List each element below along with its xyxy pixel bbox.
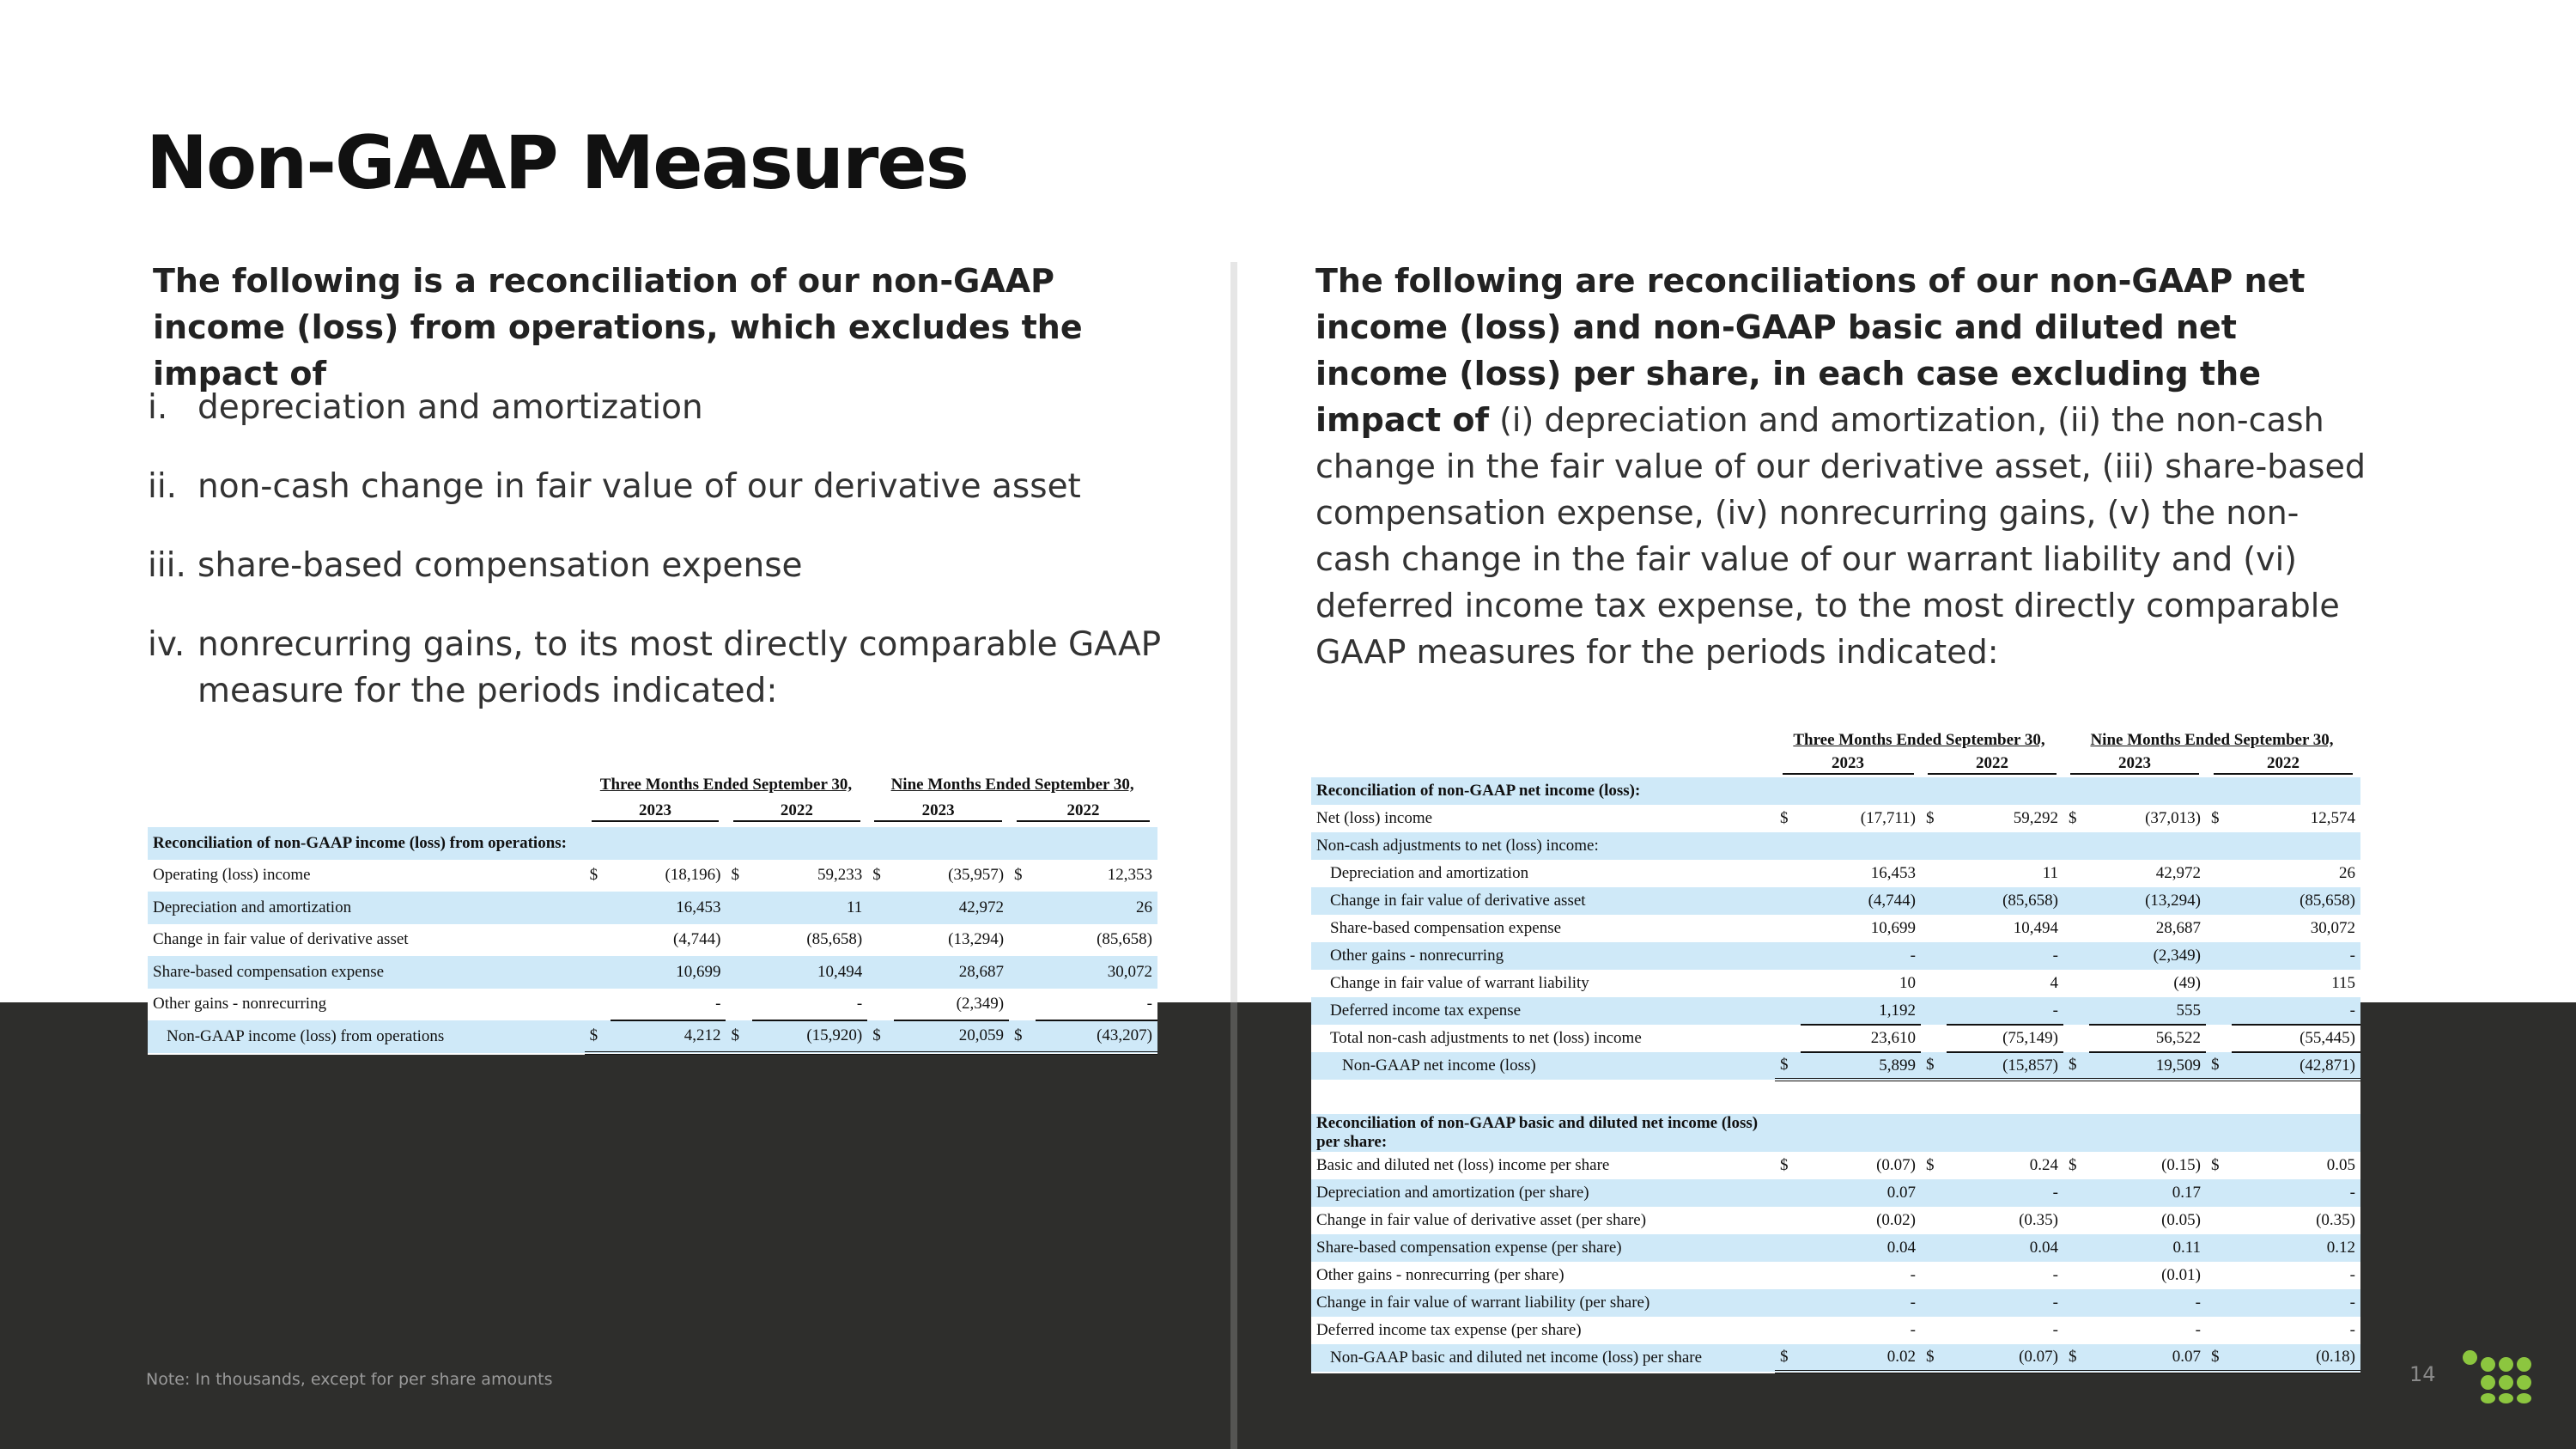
value-cell: 0.07 bbox=[2089, 1344, 2206, 1372]
currency-symbol: $ bbox=[589, 866, 598, 885]
value-cell: (4,744) bbox=[1801, 887, 1921, 915]
value-cell: 12,574 bbox=[2310, 809, 2355, 827]
operations-reconciliation-table bbox=[148, 767, 1157, 1055]
value-cell: (0.07) bbox=[1876, 1156, 1916, 1174]
left-intro-text: The following is a reconciliation of our non-GAAP income (loss) from operations, which excludes the impact of bbox=[153, 262, 1083, 393]
value-cell: 11 bbox=[752, 892, 867, 924]
section-title: Reconciliation of non-GAAP net income (loss): bbox=[1311, 777, 1775, 805]
value-cell: (49) bbox=[2173, 974, 2201, 992]
table-row bbox=[1311, 970, 2360, 997]
year-header: 2023 bbox=[874, 801, 1001, 822]
currency-symbol bbox=[585, 924, 611, 957]
currency-symbol bbox=[1009, 924, 1036, 957]
currency-symbol bbox=[1921, 860, 1947, 887]
value-cell: 20,059 bbox=[894, 1020, 1009, 1053]
currency-symbol bbox=[1775, 1289, 1801, 1317]
value-cell: - bbox=[2232, 942, 2360, 970]
value-cell: - bbox=[1947, 1179, 2063, 1207]
row-label: Non-GAAP basic and diluted net income (loss) per share bbox=[1311, 1344, 1775, 1372]
row-label: Deferred income tax expense bbox=[1311, 997, 1775, 1025]
currency-symbol: $ bbox=[2206, 1052, 2232, 1080]
column-divider-lower bbox=[1230, 1002, 1237, 1449]
currency-symbol bbox=[1775, 970, 1801, 997]
currency-symbol bbox=[1775, 1234, 1801, 1262]
value-cell: 56,522 bbox=[2089, 1025, 2206, 1052]
table-row bbox=[148, 956, 1157, 989]
currency-symbol: $ bbox=[2069, 809, 2077, 827]
table-row bbox=[1311, 1152, 2360, 1179]
row-label: Change in fair value of derivative asset (per share) bbox=[1316, 1211, 1647, 1229]
year-header: 2022 bbox=[733, 801, 860, 822]
value-cell: (2,349) bbox=[894, 989, 1009, 1021]
row-label: Other gains - nonrecurring (per share) bbox=[1316, 1266, 1564, 1284]
currency-symbol bbox=[1009, 956, 1036, 989]
value-cell: (0.15) bbox=[2161, 1156, 2201, 1174]
currency-symbol bbox=[2206, 915, 2232, 942]
company-logo-icon bbox=[2463, 1350, 2531, 1402]
currency-symbol bbox=[1775, 832, 1801, 860]
value-cell: 0.24 bbox=[2029, 1156, 2058, 1174]
table-row bbox=[1311, 1025, 2360, 1052]
currency-symbol bbox=[2063, 1289, 2089, 1317]
currency-symbol bbox=[726, 924, 752, 957]
row-label: Depreciation and amortization bbox=[1330, 864, 1529, 882]
value-cell: - bbox=[2232, 997, 2360, 1025]
value-cell: - bbox=[752, 989, 867, 1021]
table-row bbox=[1311, 1207, 2360, 1234]
value-cell: - bbox=[1910, 1321, 1916, 1339]
value-cell: (43,207) bbox=[1036, 1020, 1157, 1053]
list-item: iv. nonrecurring gains, to its most directly comparable GAAP measure for the periods indicated: bbox=[148, 625, 1162, 710]
year-header: 2022 bbox=[2214, 754, 2353, 775]
value-cell: 30,072 bbox=[1036, 956, 1157, 989]
currency-symbol bbox=[1921, 1289, 1947, 1317]
row-label: Share-based compensation expense bbox=[1330, 919, 1562, 937]
table-row bbox=[148, 892, 1157, 924]
currency-symbol bbox=[726, 989, 752, 1021]
currency-symbol bbox=[726, 892, 752, 924]
value-cell: (4,744) bbox=[673, 930, 721, 949]
value-cell: 5,899 bbox=[1801, 1052, 1921, 1080]
currency-symbol bbox=[2206, 1234, 2232, 1262]
value-cell: 12,353 bbox=[1107, 866, 1152, 885]
currency-symbol: $ bbox=[2063, 1344, 2089, 1372]
currency-symbol bbox=[2206, 887, 2232, 915]
value-cell: (0.35) bbox=[2019, 1211, 2058, 1229]
currency-symbol bbox=[2206, 997, 2232, 1025]
row-label: Depreciation and amortization (per share) bbox=[1311, 1179, 1775, 1207]
value-cell: (2,349) bbox=[2089, 942, 2206, 970]
value-cell: 0.04 bbox=[1947, 1234, 2063, 1262]
currency-symbol: $ bbox=[1921, 1344, 1947, 1372]
currency-symbol bbox=[2206, 1179, 2232, 1207]
value-cell bbox=[2232, 832, 2360, 860]
currency-symbol bbox=[2206, 970, 2232, 997]
value-cell: (15,920) bbox=[752, 1020, 867, 1053]
period-header-three-months: Three Months Ended September 30, bbox=[599, 776, 853, 794]
value-cell: 59,233 bbox=[817, 866, 863, 885]
row-label: Change in fair value of warrant liability (per share) bbox=[1311, 1289, 1775, 1317]
row-label: Depreciation and amortization bbox=[148, 892, 585, 924]
currency-symbol bbox=[1775, 1207, 1801, 1234]
currency-symbol bbox=[2206, 1317, 2232, 1344]
currency-symbol bbox=[867, 956, 894, 989]
currency-symbol bbox=[2063, 915, 2089, 942]
currency-symbol bbox=[2063, 1234, 2089, 1262]
value-cell bbox=[2089, 832, 2206, 860]
currency-symbol bbox=[867, 989, 894, 1021]
currency-symbol: $ bbox=[2211, 809, 2220, 827]
value-cell: 0.12 bbox=[2232, 1234, 2360, 1262]
table-row bbox=[1311, 1317, 2360, 1344]
table-row bbox=[1311, 1234, 2360, 1262]
currency-symbol: $ bbox=[1921, 1052, 1947, 1080]
table-row bbox=[1311, 1052, 2360, 1080]
row-label: Net (loss) income bbox=[1316, 809, 1433, 827]
currency-symbol bbox=[2063, 997, 2089, 1025]
currency-symbol: $ bbox=[1926, 1156, 1935, 1174]
footnote: Note: In thousands, except for per share amounts bbox=[146, 1370, 553, 1389]
value-cell: (85,658) bbox=[1947, 887, 2063, 915]
table-row bbox=[1311, 832, 2360, 860]
value-cell: (35,957) bbox=[948, 866, 1005, 885]
currency-symbol bbox=[1921, 1262, 1947, 1289]
value-cell: 0.17 bbox=[2089, 1179, 2206, 1207]
table-row bbox=[1311, 887, 2360, 915]
value-cell: 10,494 bbox=[2013, 919, 2058, 937]
currency-symbol: $ bbox=[867, 1020, 894, 1053]
currency-symbol bbox=[1009, 989, 1036, 1021]
currency-symbol bbox=[1775, 887, 1801, 915]
currency-symbol: $ bbox=[1775, 1344, 1801, 1372]
value-cell: (0.35) bbox=[2316, 1211, 2355, 1229]
currency-symbol bbox=[1921, 997, 1947, 1025]
value-cell: 30,072 bbox=[2310, 919, 2355, 937]
value-cell: (85,658) bbox=[2232, 887, 2360, 915]
value-cell: - bbox=[2052, 1321, 2058, 1339]
currency-symbol bbox=[867, 892, 894, 924]
table-row bbox=[148, 924, 1157, 957]
currency-symbol bbox=[2206, 1289, 2232, 1317]
row-label: Operating (loss) income bbox=[153, 866, 311, 885]
value-cell: 28,687 bbox=[2155, 919, 2201, 937]
value-cell: 0.02 bbox=[1801, 1344, 1921, 1372]
row-label: Share-based compensation expense bbox=[148, 956, 585, 989]
currency-symbol bbox=[1775, 1179, 1801, 1207]
list-item: iii. share-based compensation expense bbox=[148, 546, 803, 585]
value-cell: 19,509 bbox=[2089, 1052, 2206, 1080]
row-label: Total non-cash adjustments to net (loss) income bbox=[1330, 1029, 1642, 1047]
value-cell: 115 bbox=[2331, 974, 2355, 992]
value-cell: (13,294) bbox=[948, 930, 1005, 949]
table-row bbox=[1311, 997, 2360, 1025]
value-cell: - bbox=[1801, 942, 1921, 970]
value-cell: 0.04 bbox=[1801, 1234, 1921, 1262]
value-cell: 10,699 bbox=[611, 956, 726, 989]
currency-symbol bbox=[2063, 1025, 2089, 1052]
value-cell: (0.07) bbox=[1947, 1344, 2063, 1372]
row-label: Deferred income tax expense (per share) bbox=[1316, 1321, 1582, 1339]
value-cell: 16,453 bbox=[1870, 864, 1916, 882]
currency-symbol bbox=[2063, 942, 2089, 970]
currency-symbol bbox=[2206, 942, 2232, 970]
currency-symbol: $ bbox=[731, 866, 739, 885]
currency-symbol: $ bbox=[2069, 1156, 2077, 1174]
value-cell: (0.18) bbox=[2232, 1344, 2360, 1372]
section-title: Reconciliation of non-GAAP basic and diluted net income (loss) per share: bbox=[1311, 1114, 1775, 1152]
currency-symbol: $ bbox=[1780, 1156, 1789, 1174]
table-section-header bbox=[1311, 777, 2360, 805]
value-cell: 11 bbox=[2042, 864, 2058, 882]
value-cell: (0.02) bbox=[1876, 1211, 1916, 1229]
currency-symbol bbox=[726, 956, 752, 989]
currency-symbol bbox=[1921, 1207, 1947, 1234]
currency-symbol bbox=[1775, 915, 1801, 942]
value-cell: 16,453 bbox=[611, 892, 726, 924]
year-header: 2023 bbox=[1783, 754, 1914, 775]
value-cell: 10,699 bbox=[1870, 919, 1916, 937]
value-cell: 0.11 bbox=[2089, 1234, 2206, 1262]
value-cell: (0.01) bbox=[2161, 1266, 2201, 1284]
table-row bbox=[1311, 805, 2360, 832]
currency-symbol bbox=[1921, 1025, 1947, 1052]
currency-symbol bbox=[2063, 832, 2089, 860]
currency-symbol bbox=[2063, 1207, 2089, 1234]
currency-symbol bbox=[2206, 832, 2232, 860]
currency-symbol bbox=[2063, 970, 2089, 997]
value-cell: - bbox=[1947, 997, 2063, 1025]
value-cell: (75,149) bbox=[1947, 1025, 2063, 1052]
row-label: Other gains - nonrecurring bbox=[1311, 942, 1775, 970]
value-cell: - bbox=[2089, 1289, 2206, 1317]
currency-symbol bbox=[1921, 832, 1947, 860]
currency-symbol: $ bbox=[2206, 1344, 2232, 1372]
right-intro-text: The following are reconciliations of our non-GAAP net income (loss) and non-GAAP basic and diluted net income (loss) per share, in each case excluding the impact of (i) depreciation and amortization, (ii) the non-cash change in the fair value of our derivative asset, (iii) share-based compensation expense, (iv) nonrecurring gains, (v) the non-cash change in the fair value of our warrant liability and (vi) deferred income tax expense, to the most directly comparable GAAP measures for the periods indicated: bbox=[1315, 262, 2366, 671]
row-label: Share-based compensation expense (per share) bbox=[1311, 1234, 1775, 1262]
page-number: 14 bbox=[2409, 1362, 2436, 1386]
value-cell: 4,212 bbox=[611, 1020, 726, 1053]
currency-symbol bbox=[1921, 1179, 1947, 1207]
value-cell: - bbox=[2349, 1266, 2355, 1284]
value-cell: 28,687 bbox=[894, 956, 1009, 989]
value-cell: (13,294) bbox=[2089, 887, 2206, 915]
value-cell: - bbox=[1947, 942, 2063, 970]
value-cell: - bbox=[611, 989, 726, 1021]
value-cell: 0.05 bbox=[2326, 1156, 2355, 1174]
value-cell: - bbox=[2232, 1179, 2360, 1207]
period-header-nine-months: Nine Months Ended September 30, bbox=[2090, 731, 2334, 749]
value-cell: 59,292 bbox=[2013, 809, 2058, 827]
value-cell: (42,871) bbox=[2232, 1052, 2360, 1080]
currency-symbol: $ bbox=[2063, 1052, 2089, 1080]
year-header: 2022 bbox=[1017, 801, 1151, 822]
value-cell: 42,972 bbox=[2155, 864, 2201, 882]
value-cell: 4 bbox=[2050, 974, 2058, 992]
currency-symbol bbox=[2206, 1262, 2232, 1289]
currency-symbol bbox=[585, 956, 611, 989]
value-cell: - bbox=[2232, 1289, 2360, 1317]
section-title: Reconciliation of non-GAAP income (loss) from operations: bbox=[148, 827, 585, 860]
value-cell: - bbox=[1910, 1266, 1916, 1284]
value-cell: - bbox=[2195, 1321, 2201, 1339]
value-cell: - bbox=[2349, 1321, 2355, 1339]
year-header: 2023 bbox=[592, 801, 719, 822]
currency-symbol bbox=[1921, 887, 1947, 915]
value-cell bbox=[1947, 832, 2063, 860]
currency-symbol: $ bbox=[585, 1020, 611, 1053]
currency-symbol bbox=[1921, 1234, 1947, 1262]
table-row bbox=[1311, 1289, 2360, 1317]
year-header: 2022 bbox=[1928, 754, 2056, 775]
currency-symbol: $ bbox=[1926, 809, 1935, 827]
value-cell: (17,711) bbox=[1860, 809, 1916, 827]
table-section-header bbox=[148, 827, 1157, 860]
value-cell: - bbox=[1801, 1289, 1921, 1317]
currency-symbol bbox=[585, 989, 611, 1021]
currency-symbol bbox=[2063, 1317, 2089, 1344]
year-header: 2023 bbox=[2070, 754, 2198, 775]
value-cell: (15,857) bbox=[1947, 1052, 2063, 1080]
value-cell: 0.07 bbox=[1801, 1179, 1921, 1207]
left-exclusion-list bbox=[148, 385, 1178, 747]
currency-symbol bbox=[1009, 892, 1036, 924]
value-cell: - bbox=[2052, 1266, 2058, 1284]
currency-symbol bbox=[1921, 942, 1947, 970]
currency-symbol bbox=[1775, 997, 1801, 1025]
currency-symbol bbox=[1775, 1317, 1801, 1344]
table-row bbox=[1311, 1179, 2360, 1207]
currency-symbol bbox=[1775, 1025, 1801, 1052]
table-spacer bbox=[1311, 1080, 2360, 1114]
row-label: Change in fair value of derivative asset bbox=[153, 930, 409, 949]
list-item: ii. non-cash change in fair value of our derivative asset bbox=[148, 467, 1081, 506]
list-item: i. depreciation and amortization bbox=[148, 388, 703, 427]
row-label: Change in fair value of derivative asset bbox=[1311, 887, 1775, 915]
currency-symbol bbox=[2063, 860, 2089, 887]
currency-symbol: $ bbox=[1780, 809, 1789, 827]
row-label: Non-cash adjustments to net (loss) income: bbox=[1311, 832, 1775, 860]
table-row bbox=[1311, 942, 2360, 970]
value-cell: (37,013) bbox=[2145, 809, 2201, 827]
table-row bbox=[148, 1020, 1157, 1053]
currency-symbol: $ bbox=[2211, 1156, 2220, 1174]
currency-symbol bbox=[585, 892, 611, 924]
period-header-three-months: Three Months Ended September 30, bbox=[1793, 731, 2045, 749]
currency-symbol: $ bbox=[872, 866, 881, 885]
currency-symbol: $ bbox=[1775, 1052, 1801, 1080]
currency-symbol bbox=[1775, 860, 1801, 887]
currency-symbol bbox=[1921, 970, 1947, 997]
value-cell: 555 bbox=[2089, 997, 2206, 1025]
row-label: Other gains - nonrecurring bbox=[153, 995, 327, 1014]
value-cell: 23,610 bbox=[1801, 1025, 1921, 1052]
value-cell: (18,196) bbox=[665, 866, 721, 885]
currency-symbol bbox=[1921, 915, 1947, 942]
net-income-reconciliation-table bbox=[1311, 726, 2360, 1373]
row-label: Change in fair value of warrant liability bbox=[1330, 974, 1589, 992]
row-label: Non-GAAP income (loss) from operations bbox=[148, 1020, 585, 1053]
table-row bbox=[148, 860, 1157, 892]
value-cell: 1,192 bbox=[1801, 997, 1921, 1025]
currency-symbol: $ bbox=[726, 1020, 752, 1053]
table-section-header bbox=[1311, 1114, 2360, 1152]
table-row bbox=[1311, 915, 2360, 942]
value-cell: (55,445) bbox=[2232, 1025, 2360, 1052]
currency-symbol bbox=[2206, 860, 2232, 887]
currency-symbol bbox=[2206, 1207, 2232, 1234]
value-cell: 26 bbox=[2339, 864, 2355, 882]
currency-symbol bbox=[2063, 1179, 2089, 1207]
currency-symbol: $ bbox=[1009, 1020, 1036, 1053]
value-cell bbox=[1801, 832, 1921, 860]
value-cell: 26 bbox=[1036, 892, 1157, 924]
value-cell: (85,658) bbox=[806, 930, 863, 949]
value-cell: 10 bbox=[1899, 974, 1916, 992]
period-header-nine-months: Nine Months Ended September 30, bbox=[890, 776, 1134, 794]
table-row bbox=[148, 989, 1157, 1021]
currency-symbol bbox=[1775, 942, 1801, 970]
currency-symbol bbox=[1921, 1317, 1947, 1344]
table-row bbox=[1311, 860, 2360, 887]
currency-symbol bbox=[2206, 1025, 2232, 1052]
currency-symbol bbox=[2063, 887, 2089, 915]
value-cell: 42,972 bbox=[894, 892, 1009, 924]
table-row bbox=[1311, 1344, 2360, 1372]
currency-symbol bbox=[867, 924, 894, 957]
currency-symbol bbox=[2063, 1262, 2089, 1289]
table-row bbox=[1311, 1262, 2360, 1289]
value-cell: - bbox=[1947, 1289, 2063, 1317]
value-cell: (0.05) bbox=[2161, 1211, 2201, 1229]
currency-symbol: $ bbox=[1014, 866, 1023, 885]
row-label: Basic and diluted net (loss) income per share bbox=[1316, 1156, 1610, 1174]
value-cell: (85,658) bbox=[1097, 930, 1152, 949]
page-title: Non-GAAP Measures bbox=[146, 120, 968, 206]
value-cell: 10,494 bbox=[752, 956, 867, 989]
row-label: Non-GAAP net income (loss) bbox=[1311, 1052, 1775, 1080]
currency-symbol bbox=[1775, 1262, 1801, 1289]
value-cell: - bbox=[1036, 989, 1157, 1021]
